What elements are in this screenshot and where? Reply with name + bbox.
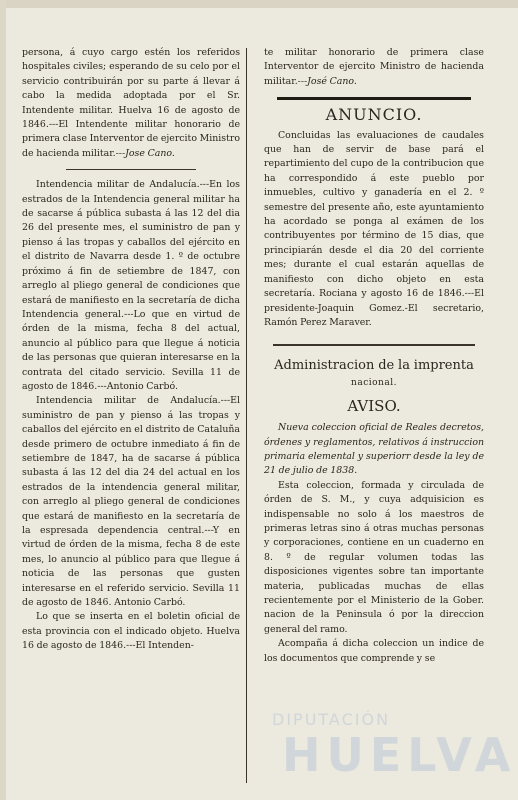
aviso-heading: AVISO. bbox=[347, 396, 401, 415]
anuncio-heading: ANUNCIO. bbox=[325, 105, 423, 125]
double-divider bbox=[277, 97, 471, 100]
right-paragraph-1 bbox=[264, 46, 484, 89]
page-left-edge bbox=[0, 0, 6, 800]
admin-subheading: nacional. bbox=[351, 378, 397, 389]
anuncio-body: Concluidas las evaluaciones de caudales que han de servir de base pará el repartimiento del cupo de la contribucion que ha correspondido á este pueblo por inmuebles, cultivo y ganadería en el 2. º semestre del presente año, este ayuntamiento ha acordado se ponga al exámen de los contribuyentes por término de 15 dias, que principiarán desde el dia 20 del corriente mes; durante el cual estarán aquellas de manifiesto con dicho objeto en esta secretaría. Rociana y agosto 16 de 1846.---El presidente-Joaquin Gomez.-El secretario, Ramón Perez Maraver. bbox=[264, 129, 484, 328]
aviso-body-2: Acompaña á dicha coleccion un indice de los documentos que comprende y se bbox=[264, 638, 484, 664]
aviso-body: Esta coleccion, formada y circulada de órden de S. M., y cuya adquisicion es indispensable no solo á los maestros de primeras letras sino á otras muchas personas y corporaciones, contiene en un cuaderno en 8. º de regular volumen todas las disposiciones vigentes sobre tan importante materia, publicadas muchas de ellas recientemente por el Ministerio de la Gober. nacion de la Peninsula ó por la direccion general del ramo. bbox=[264, 479, 484, 635]
aviso-italic-title: Nueva coleccion oficial de Reales decretos, órdenes y reglamentos, relativos á instruccion primaria elemental y superiorr desde la ley de 21 de julio de 1838. bbox=[264, 422, 484, 477]
left-paragraph-3: Intendencia militar de Andalucía.---El suministro de pan y pienso á las tropas y caballos del ejército en el distrito de Cataluña desde primero de octubre inmediato á fin de setiembre de 1847, ha de sacarse á pública subasta á las 12 del dia 24 del actual en los estrados de la intendencia general militar, con arreglo al pliego general de condiciones que estará de manifiesto en la secretaría de la espresada dependencia central.---Y en virtud de órden de la misma, fecha 8 de este mes, lo anuncio al público para que llegue á noticia de las personas que gusten interesarse en el referido servicio. Sevilla 11 de agosto de 1846. Antonio Carbó. bbox=[22, 395, 240, 609]
admin-heading: Administracion de la imprenta bbox=[274, 358, 474, 374]
column-divider bbox=[246, 48, 247, 783]
left-paragraph-1-text: persona, á cuyo cargo estén los referidos hospitales civiles; esperando de su celo por el servicio contribuirán por su parte á llevar á cabo la medida adoptada por el Sr. Intendente militar. Huelva 16 de agosto de 1846.---El Intendente militar honorario de primera clase Interventor de ejercito Ministro de hacienda militar. bbox=[22, 47, 240, 159]
left-signature-1: ---Jose Cano. bbox=[115, 147, 175, 159]
right-column bbox=[264, 46, 484, 666]
watermark-small-text: DIPUTACIÓN bbox=[272, 710, 391, 729]
left-paragraph-1 bbox=[22, 46, 240, 161]
page-top-edge bbox=[0, 0, 518, 8]
divider bbox=[66, 169, 197, 170]
left-paragraph-4: Lo que se inserta en el boletin oficial de esta provincia con el indicado objeto. Huelva 16 de agosto de 1846.---El Intenden- bbox=[22, 611, 240, 652]
right-paragraph-1-text: te militar honorario de primera clase Interventor de ejercito Ministro de hacienda militar. bbox=[264, 47, 484, 87]
huelva-watermark bbox=[262, 700, 517, 790]
left-column bbox=[22, 46, 240, 654]
watermark-big-text: HUELVA bbox=[282, 728, 517, 782]
right-signature-1: ---José Cano. bbox=[297, 75, 357, 87]
left-paragraph-2: Intendencia militar de Andalucía.---En los estrados de la Intendencia general militar ha de sacarse á pública subasta á las 12 del dia 26 del presente mes, el suministro de pan y pienso á las tropas y caballos del ejército en el distrito de Navarra desde 1. º de octubre próximo á fin de setiembre de 1847, con arreglo al pliego general de condiciones que estará de manifiesto en la secretaría de dicha Intendencia general.---Lo que en virtud de órden de la misma, fecha 8 del actual, anuncio al público para que llegue á noticia de las personas que quieran interesarse en la contrata del citado servicio. Sevilla 11 de agosto de 1846.---Antonio Carbó. bbox=[22, 179, 240, 392]
section-divider bbox=[273, 344, 475, 346]
